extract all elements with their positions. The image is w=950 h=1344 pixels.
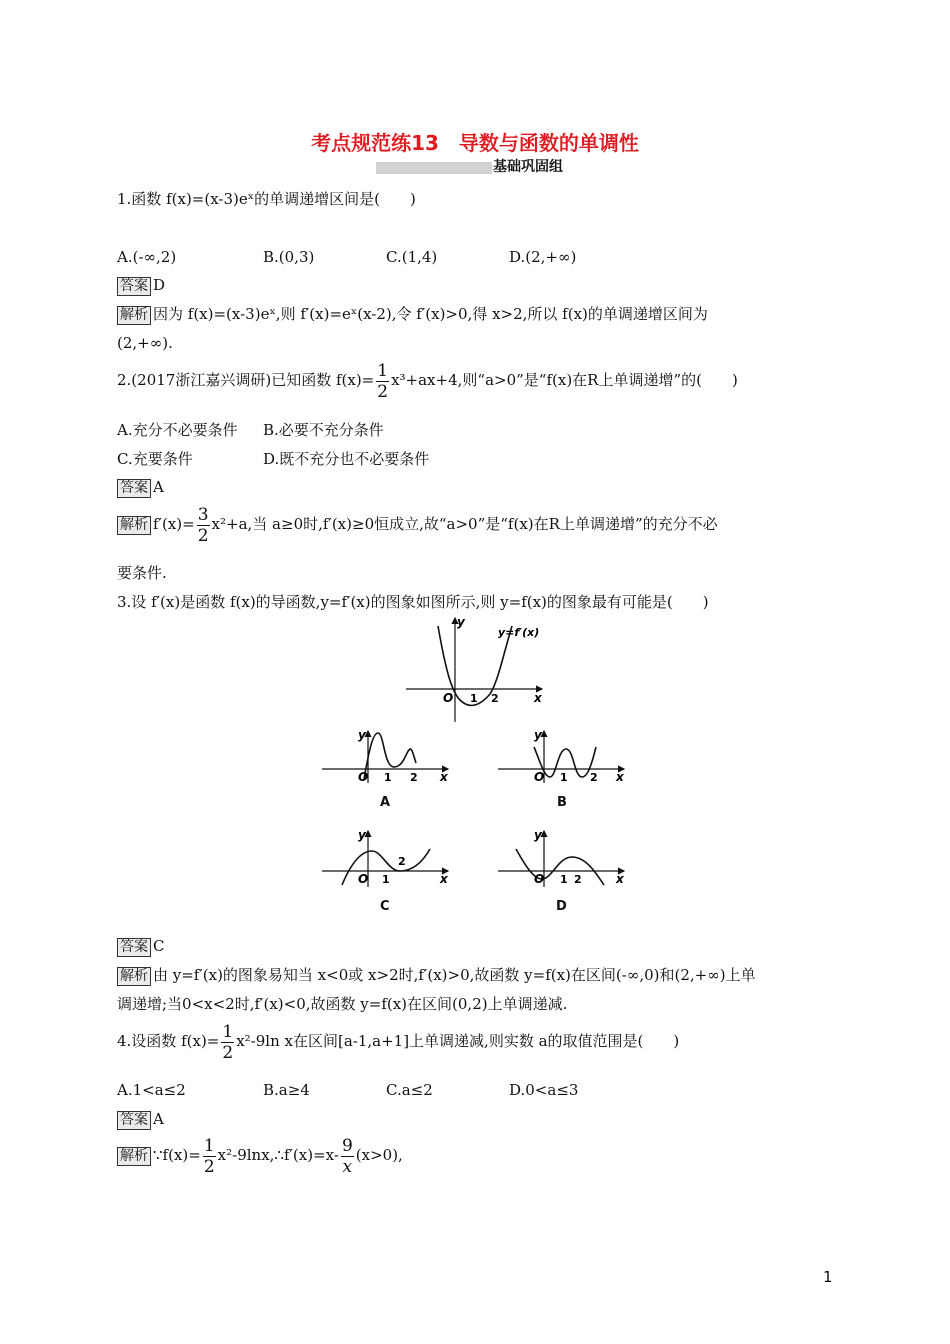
q1-option-b: B.(0,3) bbox=[263, 248, 315, 266]
tick-1: 1 bbox=[470, 692, 478, 705]
q2-stem-part1: 2.(2017浙江嘉兴调研)已知函数 f(x)= bbox=[117, 371, 375, 389]
tick-2: 2 bbox=[491, 692, 499, 705]
q3-choice-b-label: B bbox=[557, 795, 567, 810]
q3-analysis bbox=[117, 966, 756, 986]
tick-1: 1 bbox=[560, 873, 568, 886]
origin-label: O bbox=[443, 691, 454, 705]
q3-choice-a-graph bbox=[318, 727, 454, 787]
tick-2: 2 bbox=[398, 855, 406, 868]
page-title: 考点规范练13 导数与函数的单调性 bbox=[311, 131, 639, 155]
q4-option-c: C.a≤2 bbox=[386, 1081, 433, 1099]
q2-stem bbox=[117, 360, 738, 402]
q2-analysis-line2: 要条件. bbox=[117, 564, 167, 582]
q4-analysis-part3: (x>0), bbox=[355, 1146, 403, 1164]
q4-frac3-den: x bbox=[342, 1156, 353, 1177]
q1-answer-value: D bbox=[153, 276, 166, 294]
q4-frac-den: 2 bbox=[222, 1042, 234, 1063]
q4-stem bbox=[117, 1021, 679, 1063]
q4-analysis bbox=[117, 1135, 403, 1177]
q3-analysis-line1: 由 y=f′(x)的图象易知当 x<0或 x>2时,f′(x)>0,故函数 y=f(x)在区间(-∞,0)和(2,+∞)上单 bbox=[153, 966, 756, 984]
q1-option-c: C.(1,4) bbox=[386, 248, 438, 266]
tick-2: 2 bbox=[410, 771, 418, 784]
q4-stem-part2: x²-9ln x在区间[a-1,a+1]上单调递减,则实数 a的取值范围是( ) bbox=[236, 1032, 680, 1050]
q4-analysis-fraction2 bbox=[341, 1136, 354, 1177]
q2-option-c: C.充要条件 bbox=[117, 450, 193, 468]
q3-answer-value: C bbox=[153, 937, 165, 955]
analysis-tag: 解析 bbox=[117, 306, 151, 325]
q2-frac2-num: 3 bbox=[197, 504, 209, 525]
tick-1: 1 bbox=[560, 771, 568, 784]
q3-choice-a-label: A bbox=[380, 795, 391, 810]
q2-stem-part2: x³+ax+4,则“a>0”是“f(x)在R上单调递增”的( ) bbox=[391, 371, 738, 389]
q1-analysis-line2: (2,+∞). bbox=[117, 334, 173, 352]
q2-analysis-part2: x²+a,当 a≥0时,f′(x)≥0恒成立,故“a>0”是“f(x)在R上单调递增”的充分不必 bbox=[211, 515, 718, 533]
answer-tag: 答案 bbox=[117, 938, 151, 957]
answer-tag: 答案 bbox=[117, 1111, 151, 1130]
q3-analysis-line2: 调递增;当0<x<2时,f′(x)<0,故函数 y=f(x)在区间(0,2)上单调递减. bbox=[117, 995, 568, 1013]
q4-analysis-part1: ∵f(x)= bbox=[153, 1146, 201, 1164]
q4-option-b: B.a≥4 bbox=[263, 1081, 310, 1099]
q4-answer bbox=[117, 1110, 164, 1130]
q3-main-graph bbox=[400, 612, 550, 727]
q2-analysis-fraction bbox=[197, 505, 210, 546]
q2-frac-den: 2 bbox=[377, 381, 389, 402]
q3-stem: 3.设 f′(x)是函数 f(x)的导函数,y=f′(x)的图象如图所示,则 y=f(x)的图象最有可能是( ) bbox=[117, 593, 709, 611]
q4-option-a: A.1<a≤2 bbox=[117, 1081, 186, 1099]
q4-fraction bbox=[221, 1022, 234, 1063]
q4-frac3-num: 9 bbox=[341, 1135, 353, 1156]
section-bar bbox=[376, 162, 492, 174]
origin: O bbox=[534, 872, 545, 886]
q3-choice-d-label: D bbox=[556, 899, 567, 914]
x-label: x bbox=[440, 770, 448, 784]
q4-frac-num: 1 bbox=[222, 1021, 234, 1042]
tick-1: 1 bbox=[384, 771, 392, 784]
q4-stem-part1: 4.设函数 f(x)= bbox=[117, 1032, 220, 1050]
q2-answer bbox=[117, 478, 164, 498]
curve-label: y=f′(x) bbox=[498, 626, 540, 639]
q4-frac2-num: 1 bbox=[203, 1135, 215, 1156]
analysis-tag: 解析 bbox=[117, 967, 151, 986]
tick-2: 2 bbox=[590, 771, 598, 784]
origin: O bbox=[534, 770, 545, 784]
q1-answer bbox=[117, 276, 165, 296]
tick-2: 2 bbox=[574, 873, 582, 886]
q2-fraction bbox=[376, 361, 389, 402]
q3-answer bbox=[117, 937, 164, 957]
q4-answer-value: A bbox=[153, 1110, 164, 1128]
section-heading: 基础巩固组 bbox=[493, 159, 563, 175]
q1-analysis-line1: 因为 f(x)=(x-3)eˣ,则 f′(x)=eˣ(x-2),令 f′(x)>0,得 x>2,所以 f(x)的单调递增区间为 bbox=[153, 305, 708, 323]
y-label: y bbox=[358, 828, 366, 842]
origin: O bbox=[358, 872, 369, 886]
q1-option-d: D.(2,+∞) bbox=[509, 248, 577, 266]
analysis-tag: 解析 bbox=[117, 516, 151, 535]
analysis-tag: 解析 bbox=[117, 1147, 151, 1166]
q3-choice-c-label: C bbox=[380, 899, 390, 914]
q3-choice-b-graph bbox=[494, 727, 630, 787]
q3-choice-d-graph bbox=[494, 827, 630, 889]
q2-answer-value: A bbox=[153, 478, 164, 496]
q2-option-a: A.充分不必要条件 bbox=[117, 421, 238, 439]
tick-1: 1 bbox=[382, 873, 390, 886]
x-label: x bbox=[440, 872, 448, 886]
q2-analysis-part1: f′(x)= bbox=[153, 515, 195, 533]
q4-frac2-den: 2 bbox=[203, 1156, 215, 1177]
q2-frac-num: 1 bbox=[377, 360, 389, 381]
x-label: x bbox=[616, 872, 624, 886]
q4-option-d: D.0<a≤3 bbox=[509, 1081, 579, 1099]
q2-option-d: D.既不充分也不必要条件 bbox=[263, 450, 430, 468]
y-axis-label: y bbox=[457, 615, 465, 629]
y-label: y bbox=[358, 728, 366, 742]
x-axis-label: x bbox=[534, 691, 542, 705]
q4-analysis-fraction1 bbox=[203, 1136, 216, 1177]
q1-option-a: A.(-∞,2) bbox=[117, 248, 177, 266]
origin: O bbox=[358, 770, 369, 784]
answer-tag: 答案 bbox=[117, 277, 151, 296]
q1-analysis bbox=[117, 305, 708, 325]
q3-choice-c-graph bbox=[318, 827, 454, 889]
y-label: y bbox=[534, 728, 542, 742]
q2-option-b: B.必要不充分条件 bbox=[263, 421, 384, 439]
page-number: 1 bbox=[823, 1268, 833, 1286]
q2-frac2-den: 2 bbox=[197, 525, 209, 546]
x-label: x bbox=[616, 770, 624, 784]
q2-analysis bbox=[117, 504, 718, 546]
q4-analysis-part2: x²-9lnx,∴f′(x)=x- bbox=[217, 1146, 339, 1164]
answer-tag: 答案 bbox=[117, 479, 151, 498]
y-label: y bbox=[534, 828, 542, 842]
q1-stem: 1.函数 f(x)=(x-3)eˣ的单调递增区间是( ) bbox=[117, 190, 416, 208]
